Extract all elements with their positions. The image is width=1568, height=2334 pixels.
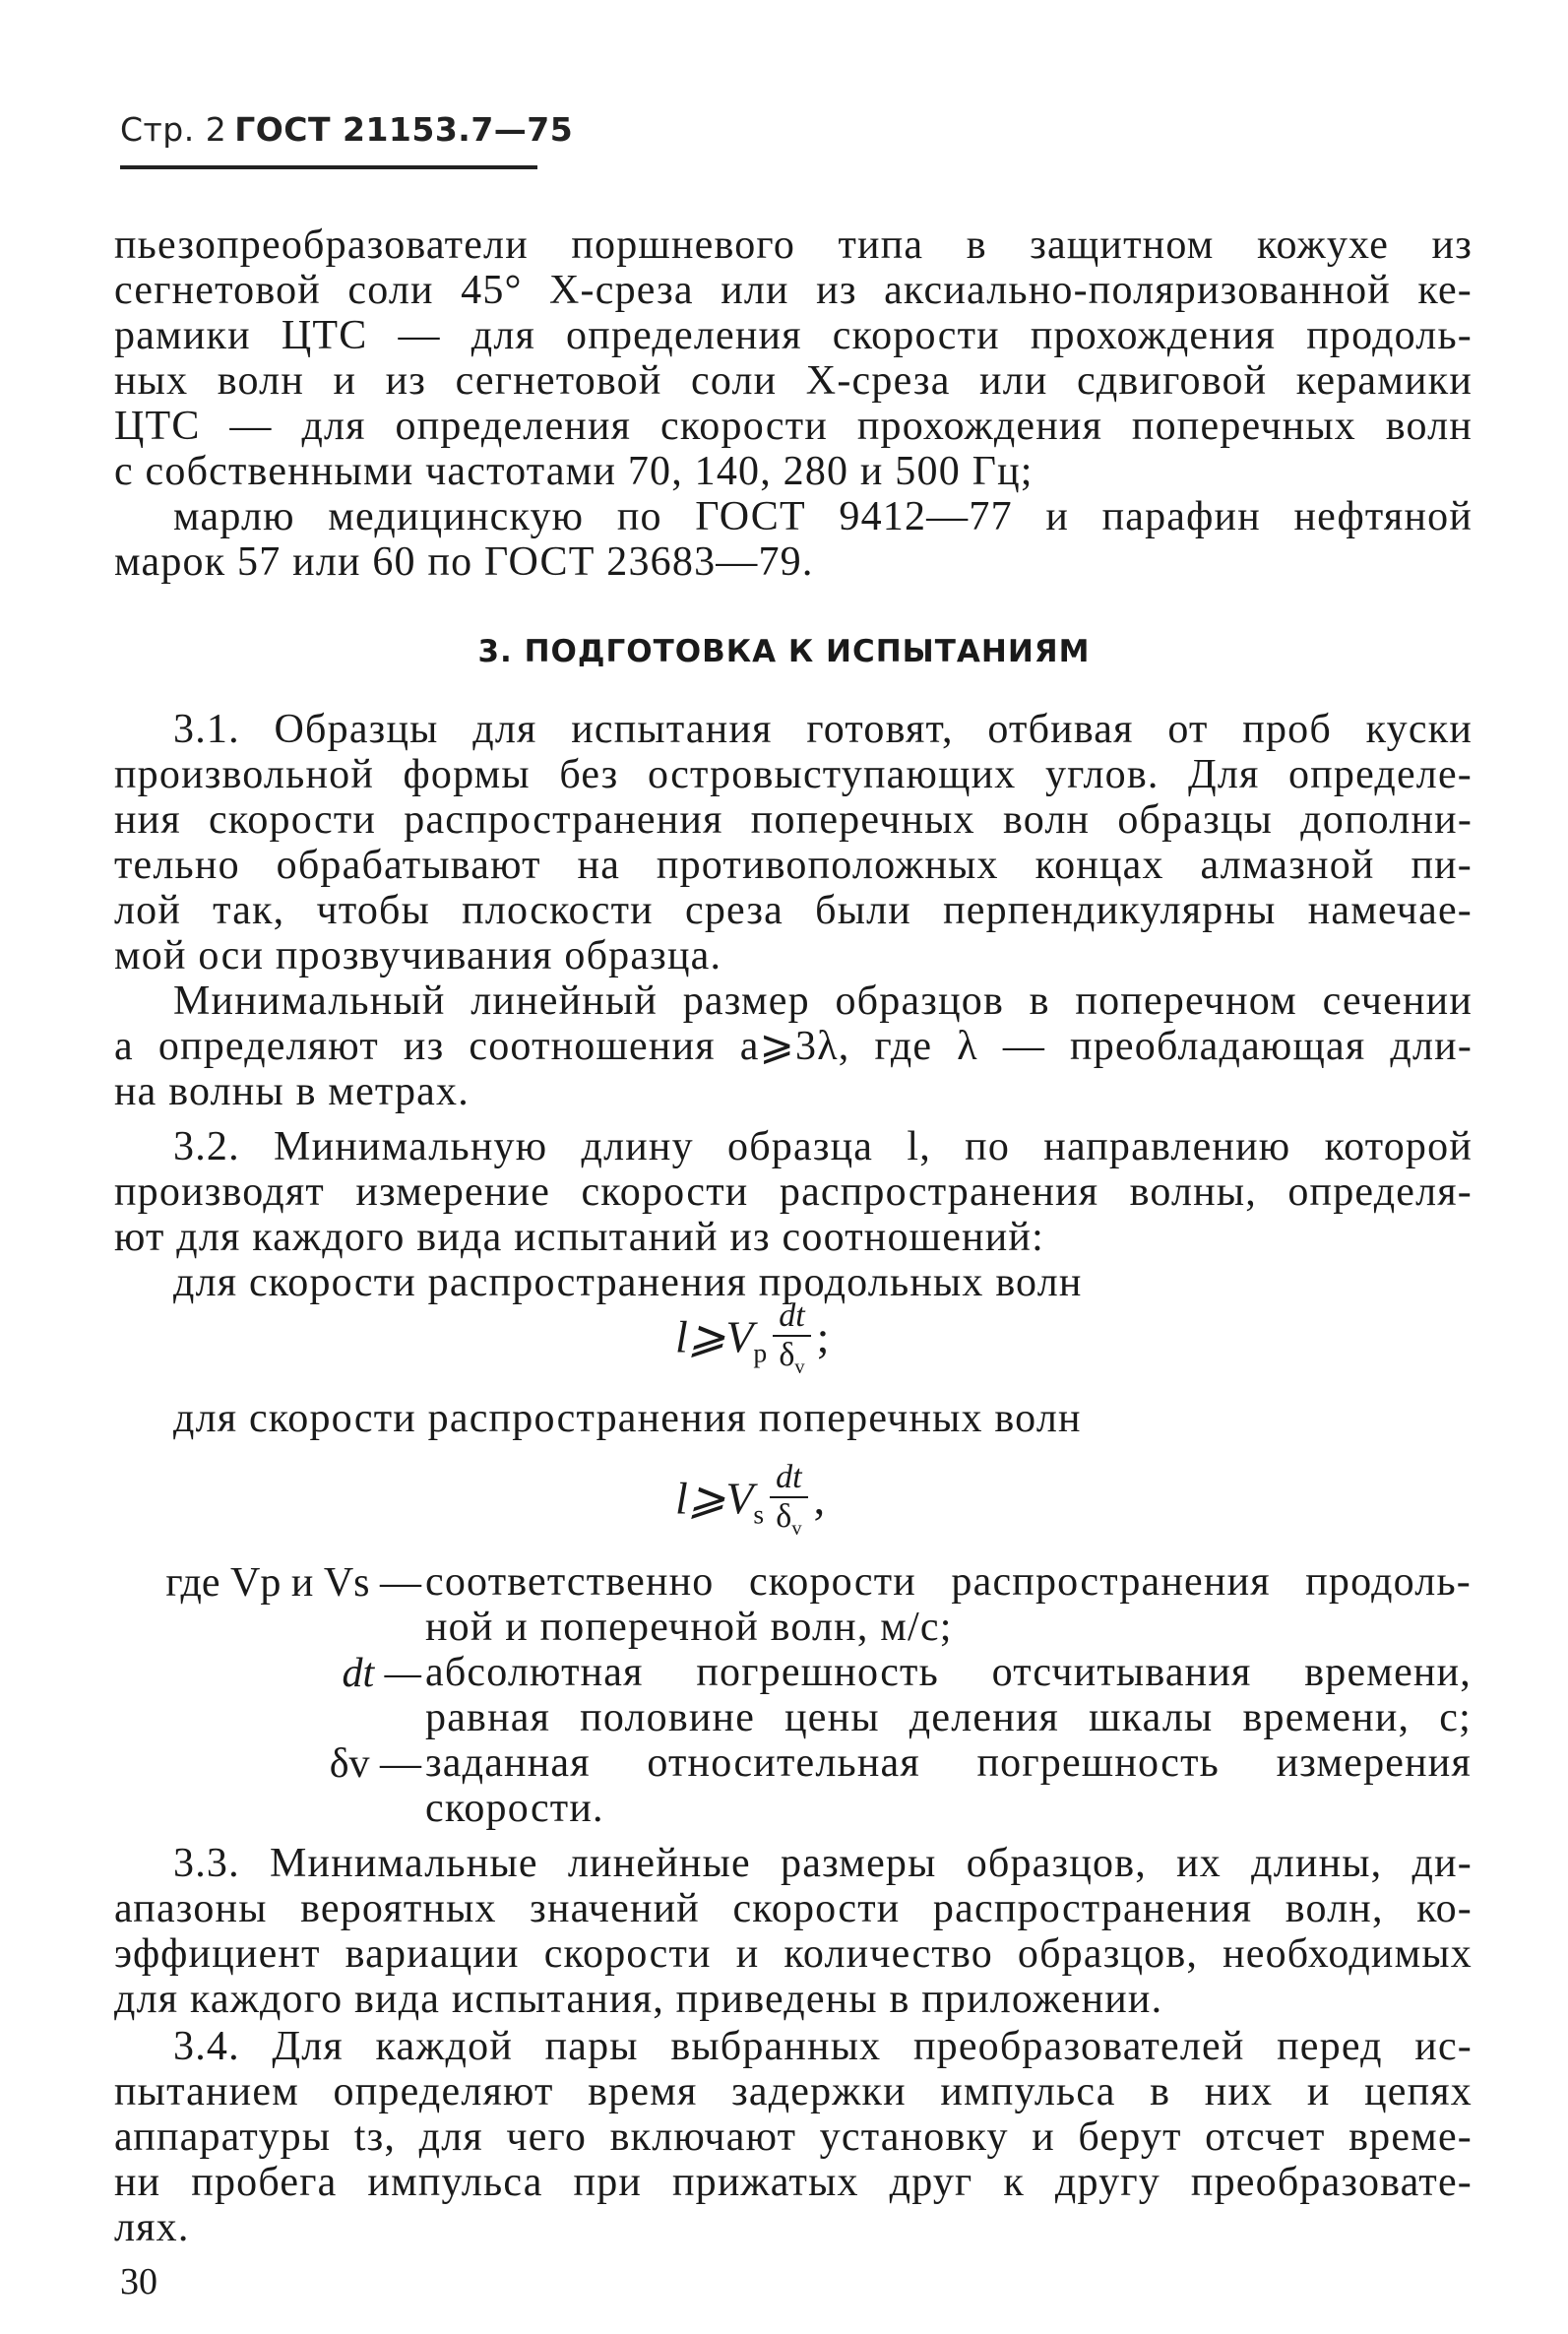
fraction-numerator: dt — [770, 1459, 807, 1498]
formula-fraction — [770, 1459, 807, 1547]
text-line: ни пробега импульса при прижатых друг к другу преобразовате- — [114, 2160, 1473, 2205]
formula-transverse — [675, 1459, 825, 1547]
denominator-symbol: δ — [779, 1337, 795, 1373]
definition-line: равная половине цены деления шкалы времени, с; — [425, 1695, 1472, 1740]
text-line: с собственными частотами 70, 140, 280 и 500 Гц; — [114, 449, 1034, 494]
formula-subscript: p — [753, 1337, 768, 1368]
definition-term: dt — — [342, 1651, 421, 1696]
text-line: марлю медицинскую по ГОСТ 9412—77 и парафин нефтяной — [173, 494, 1473, 539]
header-rule — [120, 165, 537, 169]
definition-line: заданная относительная погрешность измерения — [425, 1740, 1472, 1786]
formula-fraction — [773, 1297, 810, 1386]
denominator-subscript: v — [791, 1517, 802, 1540]
definition-line: абсолютная погрешность отсчитывания времени, — [425, 1650, 1472, 1695]
text-line: лях. — [114, 2205, 190, 2250]
text-line: аппаратуры tз, для чего включают установку и берут отсчет време- — [114, 2114, 1473, 2160]
text-line: пытанием определяют время задержки импульса в них и цепях — [114, 2069, 1473, 2114]
formula-longitudinal — [675, 1297, 829, 1386]
text-line: тельно обрабатывают на противоположных концах алмазной пи- — [114, 843, 1473, 888]
definition-term: δv — — [329, 1741, 421, 1787]
text-line: для скорости распространения поперечных волн — [173, 1396, 1082, 1441]
fraction-denominator — [773, 1337, 810, 1386]
formula-subscript: s — [753, 1498, 765, 1530]
text-line: пьезопреобразователи поршневого типа в защитном кожухе из — [114, 222, 1473, 268]
formula-punctuation: ; — [816, 1311, 830, 1362]
text-line: произвольной формы без островыступающих углов. Для определе- — [114, 752, 1473, 797]
definition-term: где Vp и Vs — — [165, 1560, 421, 1606]
gost-number: ГОСТ 21153.7—75 — [234, 110, 574, 149]
text-line: на волны в метрах. — [114, 1069, 470, 1114]
text-line: 3.3. Минимальные линейные размеры образцов, их длины, ди- — [173, 1841, 1473, 1886]
text-line: марок 57 или 60 по ГОСТ 23683—79. — [114, 539, 814, 585]
text-line: ния скорости распространения поперечных волн образцы дополни- — [114, 797, 1473, 843]
text-line: рамики ЦТС — для определения скорости прохождения продоль- — [114, 313, 1473, 358]
text-line: апазоны вероятных значений скорости распространения волн, ко- — [114, 1886, 1473, 1931]
fraction-numerator: dt — [773, 1297, 810, 1337]
fraction-denominator — [770, 1498, 807, 1547]
page-number: 30 — [120, 2261, 157, 2302]
text-line: 3.2. Минимальную длину образца l, по направлению которой — [173, 1124, 1473, 1169]
text-line: сегнетовой соли 45° X-среза или из аксиально-поляризованной ке- — [114, 268, 1473, 313]
text-line: эффициент вариации скорости и количество образцов, необходимых — [114, 1931, 1473, 1977]
formula-lhs: l⩾V — [675, 1473, 754, 1524]
definition-line: ной и поперечной волн, м/с; — [425, 1605, 953, 1650]
text-line: производят измерение скорости распространения волны, определя- — [114, 1169, 1473, 1215]
formula-lhs: l⩾V — [675, 1311, 754, 1362]
text-line: для скорости распространения продольных волн — [173, 1260, 1083, 1305]
text-line: ют для каждого вида испытаний из соотношений: — [114, 1215, 1044, 1260]
denominator-symbol: δ — [776, 1498, 792, 1535]
text-line: 3.1. Образцы для испытания готовят, отбивая от проб куски — [173, 707, 1473, 752]
text-line: для каждого вида испытания, приведены в приложении. — [114, 1977, 1163, 2022]
text-line: a определяют из соотношения a⩾3λ, где λ — преобладающая дли- — [114, 1024, 1473, 1069]
text-line: лой так, чтобы плоскости среза были перпендикулярны намечае- — [114, 888, 1473, 933]
text-line: ных волн и из сегнетовой соли X-среза или сдвиговой керамики — [114, 358, 1473, 404]
page-header — [120, 110, 573, 149]
definition-line: соответственно скорости распространения продоль- — [425, 1559, 1472, 1605]
formula-punctuation: , — [813, 1473, 826, 1524]
text-line: ЦТС — для определения скорости прохождения поперечных волн — [114, 404, 1473, 449]
denominator-subscript: v — [794, 1356, 805, 1378]
definition-line: скорости. — [425, 1786, 604, 1831]
text-line: Минимальный линейный размер образцов в поперечном сечении — [173, 978, 1473, 1024]
text-line: мой оси прозвучивания образца. — [114, 933, 722, 978]
page-label: Стр. 2 — [120, 110, 227, 149]
section-heading: 3. ПОДГОТОВКА К ИСПЫТАНИЯМ — [477, 634, 1091, 669]
text-line: 3.4. Для каждой пары выбранных преобразователей перед ис- — [173, 2024, 1473, 2069]
